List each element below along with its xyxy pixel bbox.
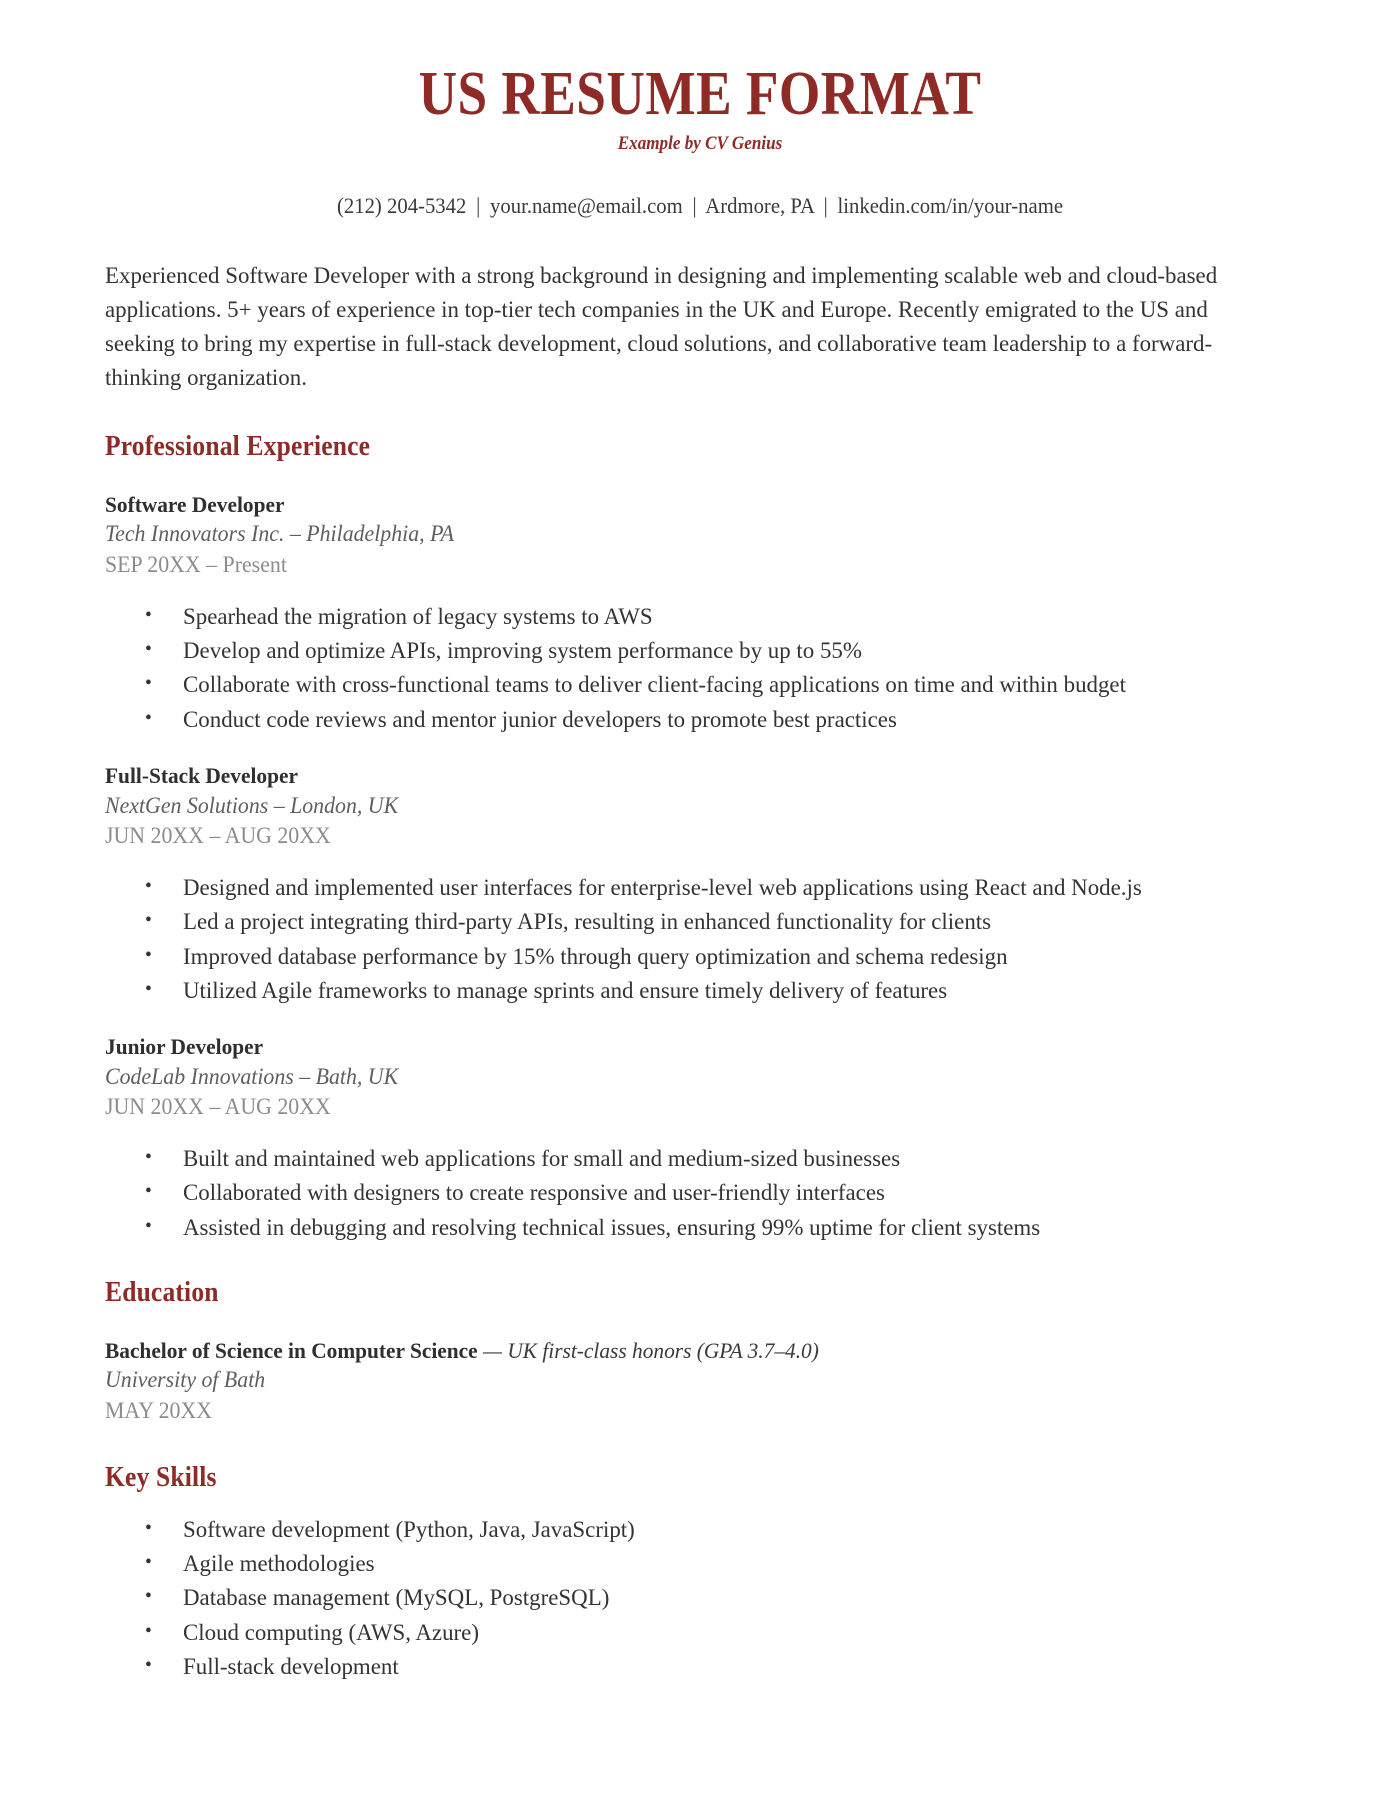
degree-line xyxy=(105,1336,1236,1366)
list-item: • Agile methodologies xyxy=(105,1550,1265,1578)
contact-email[interactable]: your.name@email.com xyxy=(490,193,683,219)
job-title: Full-Stack Developer xyxy=(105,762,298,788)
job-bullet-list xyxy=(105,1145,1295,1242)
section-experience xyxy=(105,430,1295,1242)
list-item: • Built and maintained web applications for small and medium-sized businesses xyxy=(105,1145,1265,1173)
list-item: • Collaborated with designers to create responsive and user-friendly interfaces xyxy=(105,1179,1265,1207)
job-dates: JUN 20XX – AUG 20XX xyxy=(105,823,331,849)
experience-entry xyxy=(105,1032,1295,1242)
list-item: • Software development (Python, Java, JavaScript) xyxy=(105,1516,1265,1544)
contact-location: Ardmore, PA xyxy=(705,193,814,219)
list-item: • Spearhead the migration of legacy systems to AWS xyxy=(105,603,1265,631)
list-item: • Led a project integrating third-party APIs, resulting in enhanced functionality for clients xyxy=(105,908,1265,936)
job-organization: Tech Innovators Inc. – Philadelphia, PA xyxy=(105,521,454,547)
contact-separator: | xyxy=(823,193,828,219)
job-title: Software Developer xyxy=(105,491,285,517)
resume-subtitle: Example by CV Genius xyxy=(617,133,783,155)
degree-detail: — UK first-class honors (GPA 3.7–4.0) xyxy=(482,1337,819,1363)
list-item: • Designed and implemented user interfaces for enterprise-level web applications using React and Node.js xyxy=(105,874,1265,902)
list-item: • Conduct code reviews and mentor junior developers to promote best practices xyxy=(105,706,1265,734)
list-item: • Cloud computing (AWS, Azure) xyxy=(105,1619,1265,1647)
list-item: • Database management (MySQL, PostgreSQL) xyxy=(105,1584,1265,1612)
list-item: • Collaborate with cross-functional teams to deliver client-facing applications on time and within budget xyxy=(105,671,1265,699)
job-bullet-list xyxy=(105,603,1295,734)
contact-separator: | xyxy=(692,193,697,219)
experience-entry xyxy=(105,761,1295,1005)
experience-entry xyxy=(105,490,1295,734)
job-dates: SEP 20XX – Present xyxy=(105,552,287,578)
school-name: University of Bath xyxy=(105,1367,266,1393)
contact-separator: | xyxy=(476,193,481,219)
job-title: Junior Developer xyxy=(105,1033,264,1059)
section-skills xyxy=(105,1461,1295,1681)
professional-summary: Experienced Software Developer with a strong background in designing and implementing scalable web and cloud-based applications. 5+ years of experience in top-tier tech companies in the UK and Europe. Recently emigrated to the US and seeking to bring my expertise in full-stack development, cloud solutions, and collaborative team leadership to a forward-thinking organization. xyxy=(105,263,1218,391)
job-dates: JUN 20XX – AUG 20XX xyxy=(105,1094,331,1120)
contact-phone: (212) 204-5342 xyxy=(336,193,467,219)
education-dates: MAY 20XX xyxy=(105,1398,213,1424)
skills-bullet-list xyxy=(105,1516,1295,1681)
list-item: • Develop and optimize APIs, improving system performance by up to 55% xyxy=(105,637,1265,665)
list-item: • Assisted in debugging and resolving technical issues, ensuring 99% uptime for client systems xyxy=(105,1214,1265,1242)
contact-linkedin[interactable]: linkedin.com/in/your-name xyxy=(837,193,1064,219)
section-education xyxy=(105,1276,1295,1427)
job-organization: NextGen Solutions – London, UK xyxy=(105,792,399,818)
section-heading-skills: Key Skills xyxy=(105,1461,217,1494)
list-item: • Improved database performance by 15% through query optimization and schema redesign xyxy=(105,943,1265,971)
list-item: • Full-stack development xyxy=(105,1653,1265,1681)
job-organization: CodeLab Innovations – Bath, UK xyxy=(105,1063,399,1089)
degree-name: Bachelor of Science in Computer Science xyxy=(105,1337,478,1363)
education-entry xyxy=(105,1336,1295,1427)
page-title: US RESUME FORMAT xyxy=(418,60,982,128)
job-bullet-list xyxy=(105,874,1295,1005)
resume-header xyxy=(105,62,1295,219)
section-heading-experience: Professional Experience xyxy=(105,429,371,462)
contact-line xyxy=(153,193,1248,219)
list-item: • Utilized Agile frameworks to manage sprints and ensure timely delivery of features xyxy=(105,977,1265,1005)
section-heading-education: Education xyxy=(105,1275,219,1308)
